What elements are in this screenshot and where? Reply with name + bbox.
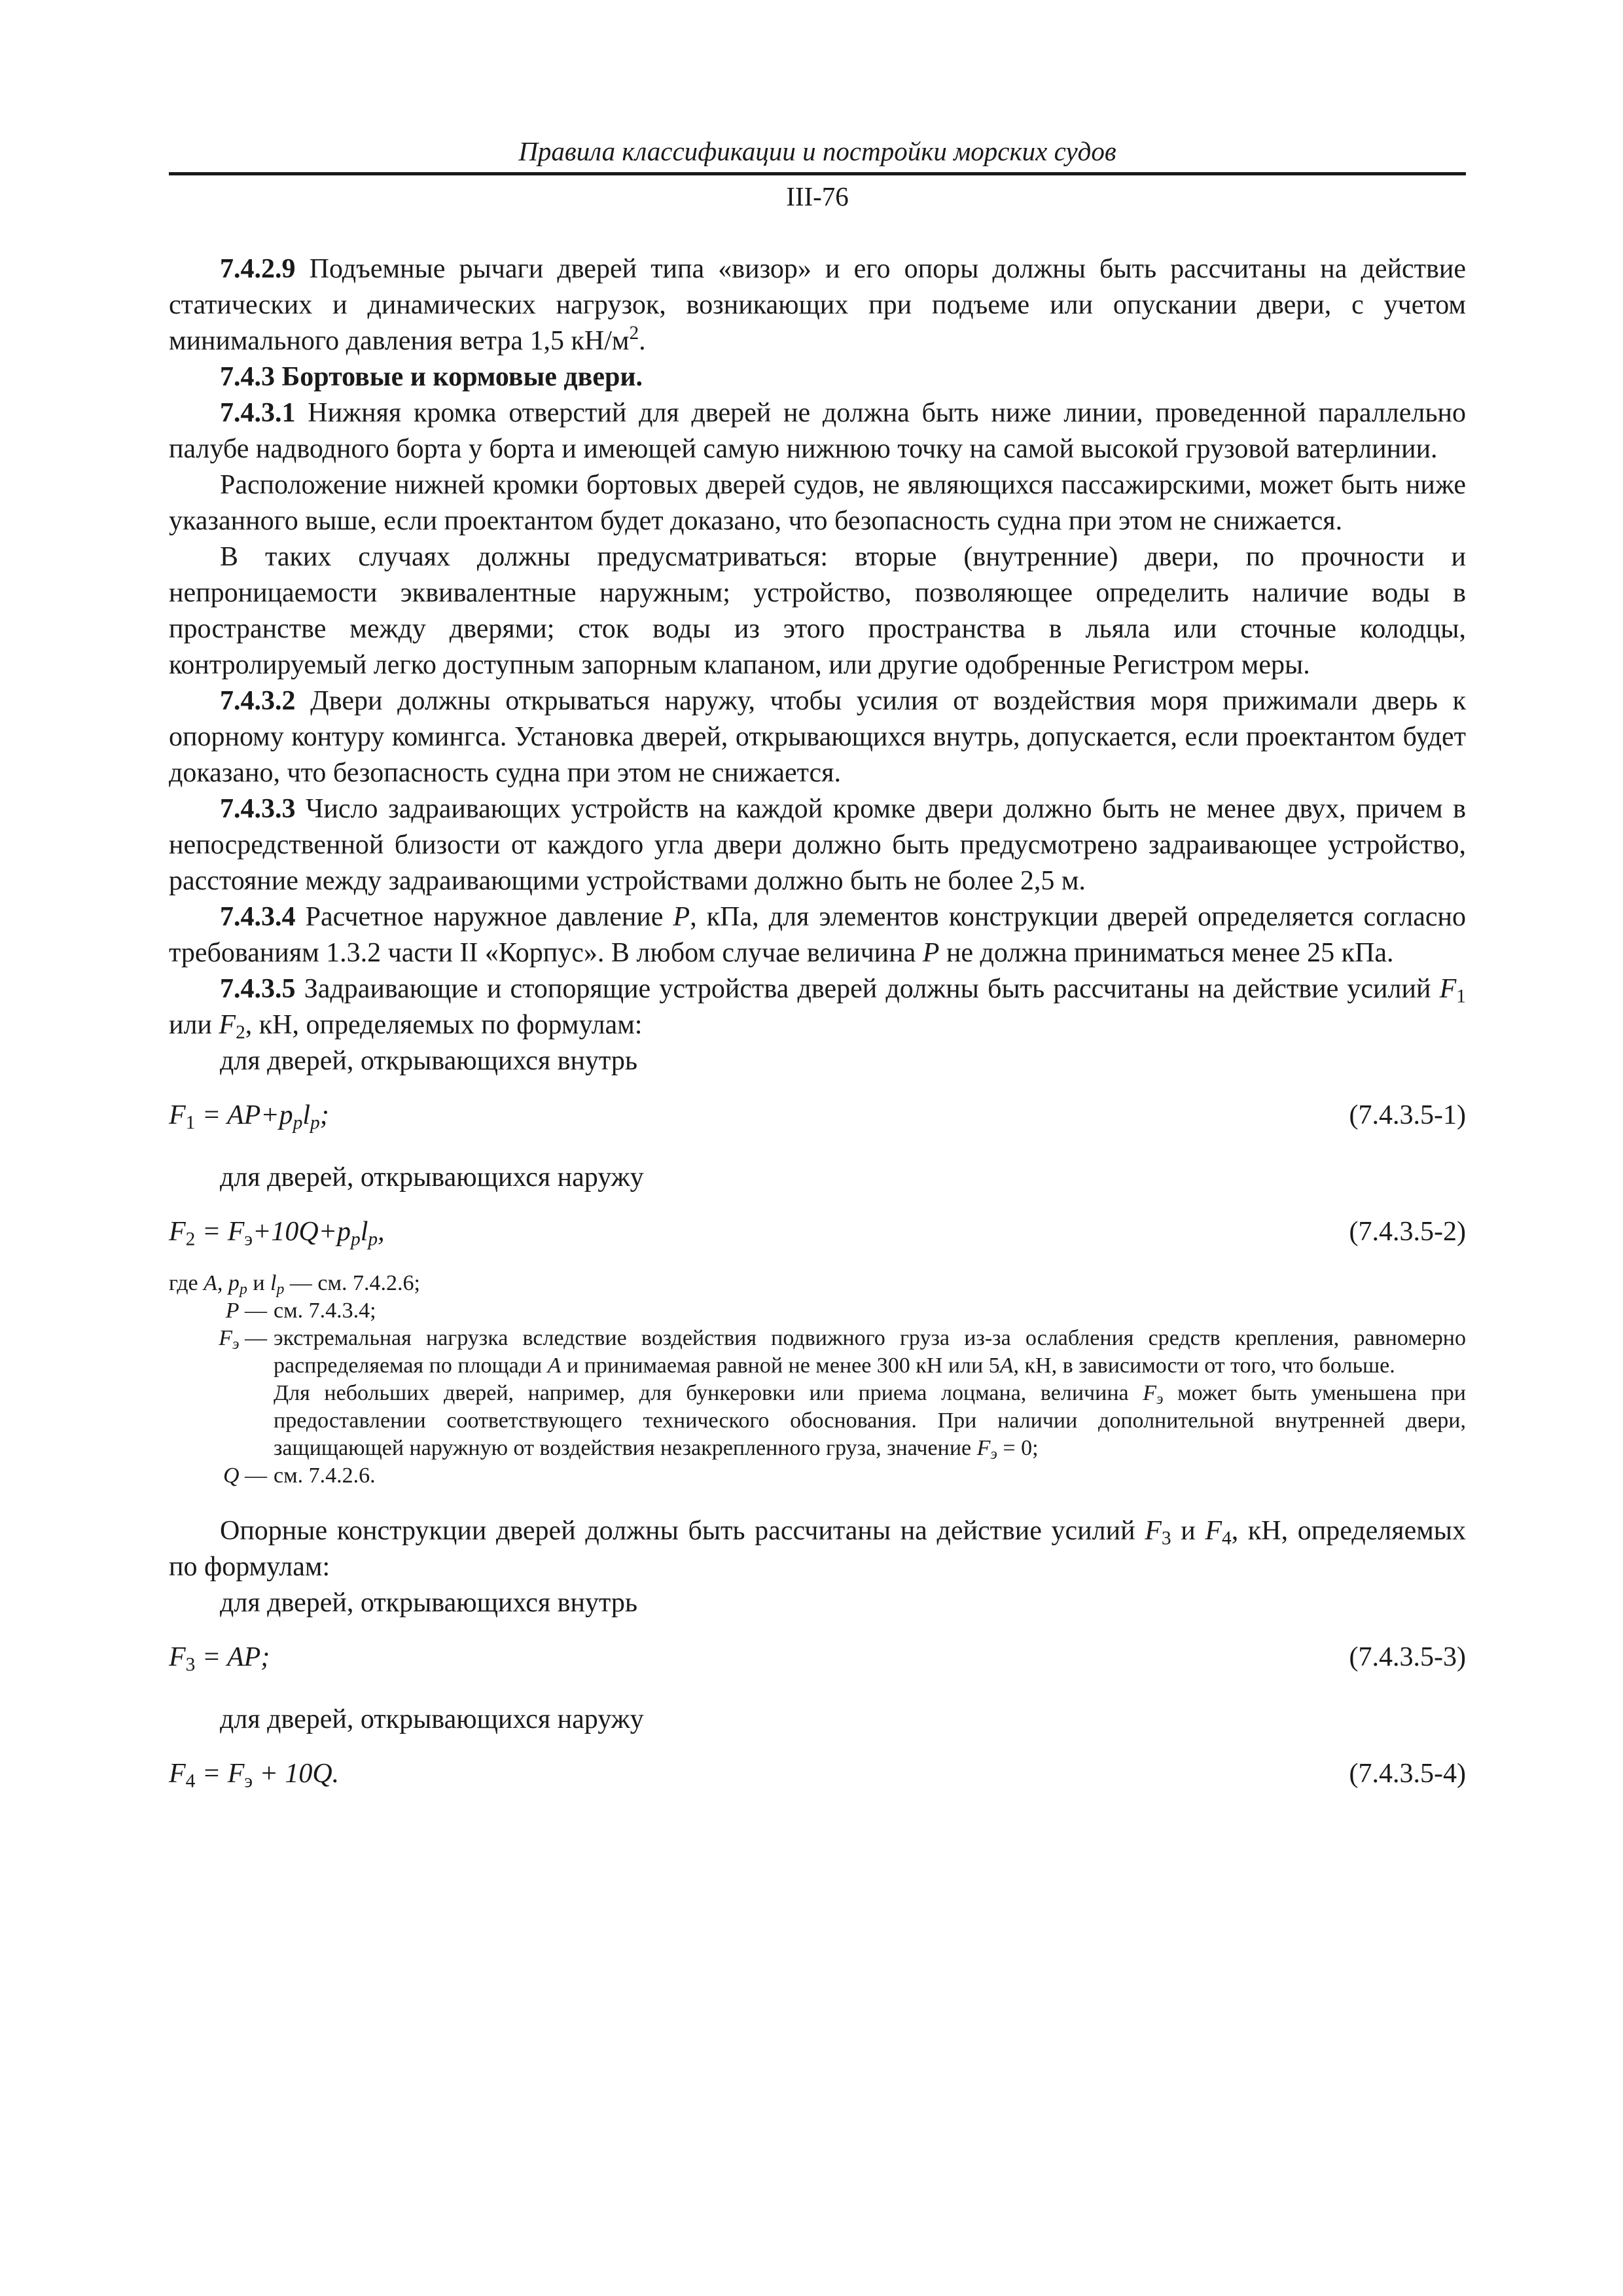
paragraph-support	[169, 1513, 1466, 1585]
subscript: p	[368, 1229, 378, 1250]
subscript: э	[244, 1770, 253, 1792]
subscript: p	[239, 1280, 247, 1298]
subscript: э	[232, 1335, 240, 1353]
formula-rhs: +10Q+p	[252, 1217, 351, 1247]
where-symbol: A, p	[204, 1271, 240, 1295]
where-symbol-cell	[169, 1462, 274, 1490]
variable-f2: F	[219, 1010, 236, 1040]
clause-text: Опорные конструкции дверей должны быть рассчитаны на действие усилий	[220, 1516, 1145, 1546]
clause-text: , кН, определяемых по формулам:	[245, 1010, 643, 1040]
variable-a: A	[547, 1354, 562, 1378]
heading-7-4-3	[169, 359, 1466, 395]
formula-rhs: = F	[195, 1217, 245, 1247]
dash: —	[239, 1463, 267, 1488]
formula-rhs: l	[360, 1217, 368, 1247]
clause-number: 7.4.2.9	[220, 254, 296, 284]
clause-text: Задраивающие и стопорящие устройства дверей должны быть рассчитаны на действие усилий	[295, 974, 1440, 1004]
formula-lhs: F	[169, 1642, 186, 1672]
paragraph-7-4-3-4	[169, 899, 1466, 971]
formula-rhs: l	[302, 1100, 310, 1130]
formula-expression	[169, 1214, 385, 1250]
where-text-part: = 0;	[997, 1436, 1039, 1460]
where-text: см. 7.4.3.4;	[274, 1299, 376, 1323]
subscript: p	[293, 1112, 303, 1134]
where-text-part: может быть уменьшена при предоставлении соответствующего технического обоснования. При наличии дополнительной внутренней двери, защищающей наружную от воздействия незакрепленного груза, значение	[274, 1381, 1466, 1460]
clause-text: и	[1171, 1516, 1205, 1546]
clause-number: 7.4.3.5	[220, 974, 296, 1004]
subscript: 3	[1161, 1528, 1171, 1549]
where-line-a	[169, 1270, 1466, 1297]
variable-f3: F	[1145, 1516, 1162, 1546]
where-text-part: , кН, в зависимости от того, что больше.	[1013, 1354, 1395, 1378]
paragraph-7-4-3-1-b: Расположение нижней кромки бортовых дверей судов, не являющихся пассажирскими, может быть ниже указанного выше, если проектантом будет доказано, что безопасность судна при этом не снижается.	[169, 470, 1466, 536]
formula-expression	[169, 1098, 329, 1134]
subscript: p	[310, 1112, 320, 1134]
where-symbol: Q	[223, 1463, 240, 1488]
heading-number: 7.4.3	[220, 362, 275, 392]
where-text: и	[247, 1271, 271, 1295]
clause-text: Подъемные рычаги дверей типа «визор» и его опоры должны быть рассчитаны на действие статических и динамических нагрузок, возникающих при подъеме или опускании двери, с учетом минимального давления ветра 1,5 кН/м	[169, 254, 1466, 356]
document-body	[169, 251, 1466, 1792]
subscript: э	[990, 1445, 997, 1463]
clause-number: 7.4.3.1	[220, 398, 296, 428]
formula-7-4-3-5-4	[169, 1756, 1466, 1792]
where-symbol-cell	[169, 1325, 274, 1380]
formula-end: ;	[319, 1100, 329, 1130]
equation-number: (7.4.3.5-4)	[1349, 1759, 1466, 1789]
variable-a: A	[999, 1354, 1014, 1378]
variable-fe: F	[1143, 1381, 1157, 1405]
variable-fe: F	[976, 1436, 991, 1460]
formula-lhs: F	[169, 1217, 186, 1247]
header-rule	[169, 172, 1466, 175]
formula-7-4-3-5-3	[169, 1640, 1466, 1676]
formula-rhs: = AP+p	[195, 1100, 293, 1130]
equation-number: (7.4.3.5-2)	[1349, 1217, 1466, 1247]
formula-7-4-3-5-2	[169, 1214, 1466, 1250]
clause-text: Нижняя кромка отверстий для дверей не должна быть ниже линии, проведенной параллельно палубе надводного борта у борта и имеющей самую нижнюю точку на самой высокой грузовой ватерлинии.	[169, 398, 1466, 464]
clause-text: не должна приниматься менее 25 кПа.	[939, 938, 1394, 968]
subscript: 3	[185, 1654, 196, 1676]
where-line-p	[169, 1297, 1466, 1325]
intro-inward-2: для дверей, открывающихся внутрь	[220, 1588, 637, 1618]
variable-p: P	[673, 902, 690, 932]
heading-title: Бортовые и кормовые двери.	[275, 362, 643, 392]
clause-text-end: .	[639, 326, 646, 356]
subscript: 1	[1456, 986, 1466, 1007]
where-text-part: и принимаемая равной не менее 300 кН или 5	[561, 1354, 1000, 1378]
where-text-part: Для небольших дверей, например, для бункеровки или приема лоцмана, величина	[274, 1381, 1143, 1405]
variable-p: P	[922, 938, 940, 968]
clause-text: Двери должны открываться наружу, чтобы усилия от воздействия моря прижимали дверь к опорному контуру комингса. Установка дверей, открывающихся внутрь, допускается, если проектантом будет доказано, что безопасность судна при этом не снижается.	[169, 686, 1466, 788]
clause-number: 7.4.3.2	[220, 686, 296, 716]
subscript: э	[1156, 1390, 1164, 1408]
where-symbol-cell	[169, 1297, 274, 1325]
subscript: 1	[185, 1112, 196, 1134]
intro-outward-1: для дверей, открывающихся наружу	[220, 1162, 644, 1193]
formula-rhs: + 10Q.	[252, 1759, 340, 1789]
where-text-part: экстремальная нагрузка вследствие воздействия подвижного груза из-за ослабления средств крепления, равномерно распределяемая по площади	[274, 1326, 1466, 1378]
formula-rhs: = F	[195, 1759, 245, 1789]
paragraph-7-4-3-2	[169, 683, 1466, 791]
dash: —	[239, 1299, 267, 1323]
superscript: 2	[629, 322, 639, 344]
subscript: э	[244, 1229, 253, 1250]
subscript: 2	[185, 1229, 196, 1250]
paragraph-7-4-3-3	[169, 791, 1466, 899]
clause-text: Число задраивающих устройств на каждой кромке двери должно быть не менее двух, причем в непосредственной близости от каждого угла двери должно быть предусмотрено задраивающее устройство, расстояние между задраивающими устройствами должно быть не более 2,5 м.	[169, 794, 1466, 896]
formula-lhs: F	[169, 1100, 186, 1130]
paragraph-7-4-3-5	[169, 971, 1466, 1043]
dash: —	[239, 1326, 267, 1350]
equation-number: (7.4.3.5-1)	[1349, 1100, 1466, 1130]
variable-f4: F	[1205, 1516, 1222, 1546]
formula-expression	[169, 1756, 339, 1792]
where-symbol: l	[270, 1271, 277, 1295]
intro-outward-2: для дверей, открывающихся наружу	[220, 1704, 644, 1734]
subscript: p	[276, 1280, 285, 1298]
where-text: см. 7.4.2.6.	[274, 1463, 376, 1488]
where-line-fe	[169, 1325, 1466, 1380]
where-text: — см. 7.4.2.6;	[284, 1271, 420, 1295]
equation-number: (7.4.3.5-3)	[1349, 1642, 1466, 1672]
where-block	[169, 1270, 1466, 1490]
clause-number: 7.4.3.3	[220, 794, 296, 824]
clause-text: или	[169, 1010, 219, 1040]
clause-text: Расчетное наружное давление	[295, 902, 673, 932]
clause-number: 7.4.3.4	[220, 902, 296, 932]
where-symbol: P	[225, 1299, 240, 1323]
formula-7-4-3-5-1	[169, 1098, 1466, 1134]
paragraph-7-4-3-1-c: В таких случаях должны предусматриваться: вторые (внутренние) двери, по прочности и непроницаемости эквивалентные наружным; устройство, позволяющее определить наличие воды в пространстве между дверями; сток воды из этого пространства в льяла или сточные колодцы, контролируемый легко доступным запорным клапаном, или другие одобренные Регистром меры.	[169, 542, 1466, 680]
running-title: Правила классификации и постройки морских судов	[518, 136, 1116, 166]
subscript: p	[351, 1229, 361, 1250]
where-symbol: F	[219, 1326, 232, 1350]
intro-inward-1: для дверей, открывающихся внутрь	[220, 1046, 637, 1076]
formula-expression	[169, 1640, 270, 1676]
page-number: III-76	[786, 181, 849, 211]
clause-text: , кН, определяемых по формулам:	[169, 1516, 1467, 1582]
where-lead: где	[169, 1271, 204, 1295]
clause-text: , кПа, для элементов конструкции дверей определяется согласно требованиям 1.3.2 части II «Корпус». В любом случае величина	[169, 902, 1467, 968]
document-page	[169, 134, 1466, 1818]
formula-end: ,	[378, 1217, 385, 1247]
formula-rhs: = AP;	[195, 1642, 270, 1672]
where-note-fe	[274, 1380, 1466, 1462]
paragraph-7-4-2-9	[169, 251, 1466, 359]
formula-lhs: F	[169, 1759, 186, 1789]
where-text	[274, 1325, 1466, 1380]
subscript: 4	[1222, 1528, 1232, 1549]
variable-f1: F	[1439, 974, 1457, 1004]
paragraph-7-4-3-1	[169, 395, 1466, 467]
subscript: 4	[185, 1770, 196, 1792]
where-line-q	[169, 1462, 1466, 1490]
subscript: 2	[236, 1022, 245, 1043]
